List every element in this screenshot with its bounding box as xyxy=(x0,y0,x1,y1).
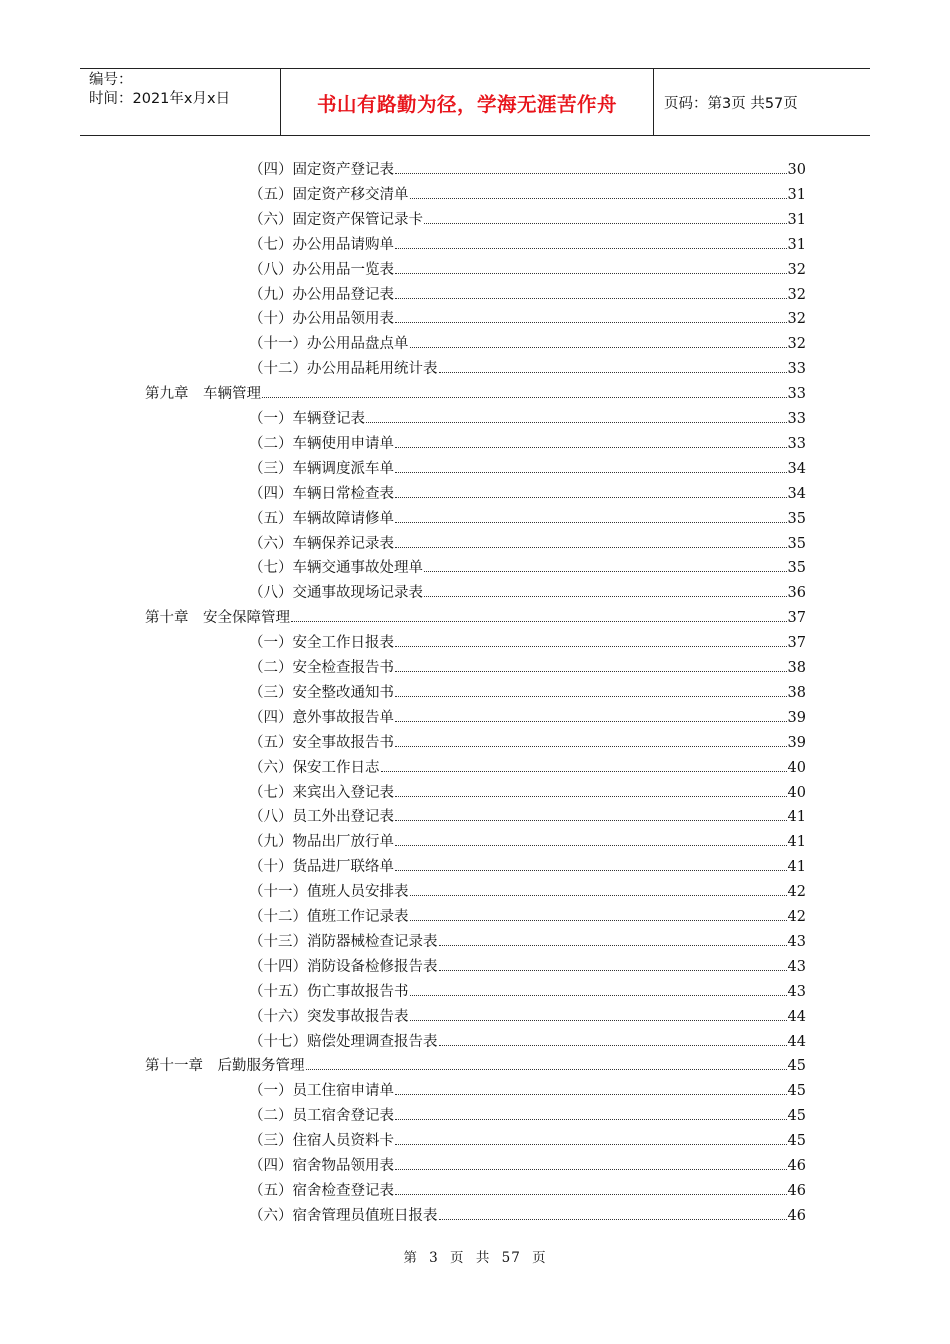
toc-entry-title: （十五）伤亡事故报告书 xyxy=(249,983,409,1000)
toc-dot-leader xyxy=(410,920,787,921)
toc-entry-title: （八）办公用品一览表 xyxy=(249,261,394,278)
toc-chapter-row[interactable] xyxy=(145,1056,806,1081)
toc-entry-page-number: 30 xyxy=(787,162,806,178)
toc-dot-leader xyxy=(395,796,787,797)
toc-entry-page-number: 39 xyxy=(787,709,806,726)
toc-entry-title: 第十章 安全保障管理 xyxy=(145,610,290,627)
toc-entry-page-number: 44 xyxy=(787,1033,806,1050)
toc-section-row[interactable] xyxy=(249,708,806,733)
toc-section-row[interactable] xyxy=(249,1106,806,1131)
toc-entry-page-number: 39 xyxy=(787,734,806,751)
document-number-label: 编号： xyxy=(89,72,133,88)
toc-section-row[interactable] xyxy=(249,1181,806,1206)
toc-entry-page-number: 44 xyxy=(787,1008,806,1025)
toc-dot-leader xyxy=(395,173,787,174)
toc-section-row[interactable] xyxy=(249,409,806,434)
toc-dot-leader xyxy=(410,1020,787,1021)
toc-section-row[interactable] xyxy=(249,807,806,832)
toc-section-row[interactable] xyxy=(249,309,806,334)
toc-entry-page-number: 36 xyxy=(787,585,806,602)
toc-entry-page-number: 42 xyxy=(787,909,806,925)
toc-dot-leader xyxy=(395,1144,787,1145)
toc-section-row[interactable] xyxy=(249,633,806,658)
toc-entry-title: （十）货品进厂联络单 xyxy=(249,859,394,876)
toc-section-row[interactable] xyxy=(249,359,806,384)
toc-entry-page-number: 35 xyxy=(787,560,806,577)
toc-section-row[interactable] xyxy=(249,260,806,285)
page-header xyxy=(80,68,870,136)
toc-dot-leader xyxy=(439,945,787,946)
toc-section-row[interactable] xyxy=(249,1156,806,1181)
toc-entry-title: （六）保安工作日志 xyxy=(249,759,380,776)
toc-section-row[interactable] xyxy=(249,484,806,509)
toc-entry-page-number: 41 xyxy=(787,859,806,876)
toc-entry-page-number: 37 xyxy=(787,635,806,652)
toc-entry-page-number: 45 xyxy=(787,1133,806,1150)
toc-entry-page-number: 32 xyxy=(787,261,806,278)
toc-entry-title: （五）宿舍检查登记表 xyxy=(249,1182,394,1199)
toc-dot-leader xyxy=(395,447,787,448)
toc-section-row[interactable] xyxy=(249,882,806,907)
toc-entry-title: （十六）突发事故报告表 xyxy=(249,1008,409,1025)
header-page-info: 页码：第3页 共57页 xyxy=(664,95,798,112)
toc-entry-title: （五）固定资产移交清单 xyxy=(249,186,409,203)
document-time-label: 时间：2021年x月x日 xyxy=(89,91,231,107)
toc-entry-page-number: 32 xyxy=(787,336,806,353)
toc-entry-title: （六）固定资产保管记录卡 xyxy=(249,211,423,228)
toc-dot-leader xyxy=(395,696,787,697)
toc-dot-leader xyxy=(395,1169,787,1170)
toc-dot-leader xyxy=(424,596,787,597)
toc-section-row[interactable] xyxy=(249,583,806,608)
toc-section-row[interactable] xyxy=(249,733,806,758)
toc-entry-title: （一）安全工作日报表 xyxy=(249,635,394,652)
toc-entry-page-number: 46 xyxy=(787,1207,806,1224)
toc-entry-title: （十三）消防器械检查记录表 xyxy=(249,933,438,950)
toc-entry-title: （六）车辆保养记录表 xyxy=(249,535,394,552)
toc-entry-page-number: 33 xyxy=(787,411,806,427)
toc-dot-leader xyxy=(395,845,787,846)
toc-entry-title: （七）车辆交通事故处理单 xyxy=(249,560,423,577)
toc-section-row[interactable] xyxy=(249,285,806,310)
toc-entry-title: （十）办公用品领用表 xyxy=(249,311,394,328)
toc-entry-title: （十七）赔偿处理调查报告表 xyxy=(249,1033,438,1050)
toc-entry-title: 第十一章 后勤服务管理 xyxy=(145,1058,305,1075)
toc-entry-page-number: 34 xyxy=(787,460,806,477)
toc-dot-leader xyxy=(306,1069,787,1070)
toc-entry-title: （十一）值班人员安排表 xyxy=(249,884,409,901)
toc-dot-leader xyxy=(410,895,787,896)
toc-dot-leader xyxy=(439,970,787,971)
toc-section-row[interactable] xyxy=(249,857,806,882)
toc-entry-title: （七）来宾出入登记表 xyxy=(249,784,394,801)
toc-entry-page-number: 43 xyxy=(787,933,806,950)
toc-section-row[interactable] xyxy=(249,957,806,982)
toc-dot-leader xyxy=(291,621,787,622)
toc-entry-title: （九）物品出厂放行单 xyxy=(249,834,394,851)
toc-section-row[interactable] xyxy=(249,434,806,459)
toc-section-row[interactable] xyxy=(249,160,806,185)
toc-entry-title: （四）意外事故报告单 xyxy=(249,709,394,726)
toc-section-row[interactable] xyxy=(249,783,806,808)
toc-entry-page-number: 42 xyxy=(787,884,806,901)
toc-entry-title: （二）安全检查报告书 xyxy=(249,660,394,676)
header-slogan: 书山有路勤为径，学海无涯苦作舟 xyxy=(281,69,654,135)
toc-dot-leader xyxy=(395,646,787,647)
toc-dot-leader xyxy=(395,248,787,249)
toc-entry-page-number: 32 xyxy=(787,286,806,303)
toc-chapter-row[interactable] xyxy=(145,608,806,633)
toc-dot-leader xyxy=(395,472,787,473)
toc-dot-leader xyxy=(395,547,787,548)
toc-entry-title: （一）员工住宿申请单 xyxy=(249,1083,394,1100)
toc-section-row[interactable] xyxy=(249,932,806,957)
toc-section-row[interactable] xyxy=(249,1007,806,1032)
header-meta xyxy=(80,69,281,135)
toc-entry-page-number: 43 xyxy=(787,958,806,975)
toc-section-row[interactable] xyxy=(249,185,806,210)
toc-entry-title: （四）固定资产登记表 xyxy=(249,162,394,178)
toc-dot-leader xyxy=(395,497,787,498)
toc-section-row[interactable] xyxy=(249,235,806,260)
toc-entry-page-number: 43 xyxy=(787,983,806,1000)
toc-entry-title: （九）办公用品登记表 xyxy=(249,286,394,303)
toc-entry-title: （五）安全事故报告书 xyxy=(249,734,394,751)
toc-dot-leader xyxy=(395,322,787,323)
toc-entry-title: （六）宿舍管理员值班日报表 xyxy=(249,1207,438,1224)
toc-section-row[interactable] xyxy=(249,1081,806,1106)
toc-entry-page-number: 33 xyxy=(787,435,806,452)
toc-entry-title: （十二）值班工作记录表 xyxy=(249,909,409,925)
toc-entry-page-number: 46 xyxy=(787,1158,806,1174)
toc-section-row[interactable] xyxy=(249,683,806,708)
toc-entry-title: （四）车辆日常检查表 xyxy=(249,485,394,502)
toc-entry-page-number: 34 xyxy=(787,485,806,502)
toc-entry-title: （二）员工宿舍登记表 xyxy=(249,1108,394,1125)
toc-dot-leader xyxy=(410,198,787,199)
toc-section-row[interactable] xyxy=(249,558,806,583)
toc-chapter-row[interactable] xyxy=(145,384,806,409)
toc-entry-page-number: 31 xyxy=(787,211,806,228)
toc-section-row[interactable] xyxy=(249,334,806,359)
toc-section-row[interactable] xyxy=(249,758,806,783)
toc-entry-page-number: 31 xyxy=(787,236,806,253)
toc-entry-title: （五）车辆故障请修单 xyxy=(249,510,394,527)
toc-dot-leader xyxy=(395,1094,787,1095)
toc-dot-leader xyxy=(395,273,787,274)
toc-dot-leader xyxy=(395,746,787,747)
toc-dot-leader xyxy=(395,1119,787,1120)
toc-entry-page-number: 37 xyxy=(787,610,806,627)
toc-entry-title: （十二）办公用品耗用统计表 xyxy=(249,361,438,378)
toc-dot-leader xyxy=(410,995,787,996)
toc-section-row[interactable] xyxy=(249,459,806,484)
toc-entry-title: （八）交通事故现场记录表 xyxy=(249,585,423,602)
toc-entry-title: （七）办公用品请购单 xyxy=(249,236,394,253)
toc-section-row[interactable] xyxy=(249,1131,806,1156)
toc-entry-page-number: 45 xyxy=(787,1083,806,1100)
toc-dot-leader xyxy=(395,671,787,672)
toc-entry-title: （四）宿舍物品领用表 xyxy=(249,1158,394,1174)
toc-dot-leader xyxy=(395,870,787,871)
toc-dot-leader xyxy=(395,522,787,523)
toc-section-row[interactable] xyxy=(249,1032,806,1057)
toc-dot-leader xyxy=(424,571,787,572)
toc-entry-page-number: 45 xyxy=(787,1058,806,1075)
page-footer: 第 3 页 共 57 页 xyxy=(403,1250,547,1266)
toc-dot-leader xyxy=(395,298,787,299)
toc-dot-leader xyxy=(439,1045,787,1046)
toc-entry-page-number: 32 xyxy=(787,311,806,328)
toc-entry-page-number: 41 xyxy=(787,834,806,851)
toc-entry-title: （八）员工外出登记表 xyxy=(249,809,394,826)
toc-section-row[interactable] xyxy=(249,907,806,932)
toc-section-row[interactable] xyxy=(249,210,806,235)
toc-dot-leader xyxy=(366,422,787,423)
toc-entry-page-number: 38 xyxy=(787,684,806,701)
toc-dot-leader xyxy=(395,1194,787,1195)
toc-entry-title: （三）安全整改通知书 xyxy=(249,684,394,701)
toc-dot-leader xyxy=(439,1219,787,1220)
toc-entry-page-number: 33 xyxy=(787,361,806,378)
toc-section-row[interactable] xyxy=(249,982,806,1007)
toc-entry-title: （三）住宿人员资料卡 xyxy=(249,1133,394,1150)
toc-entry-page-number: 40 xyxy=(787,784,806,801)
toc-entry-title: （二）车辆使用申请单 xyxy=(249,435,394,452)
toc-dot-leader xyxy=(424,223,787,224)
toc-section-row[interactable] xyxy=(249,1206,806,1231)
toc-entry-page-number: 38 xyxy=(787,660,806,676)
toc-entry-page-number: 31 xyxy=(787,186,806,203)
toc-entry-page-number: 46 xyxy=(787,1182,806,1199)
toc-section-row[interactable] xyxy=(249,832,806,857)
toc-section-row[interactable] xyxy=(249,509,806,534)
toc-entry-title: 第九章 车辆管理 xyxy=(145,386,261,403)
toc-dot-leader xyxy=(395,820,787,821)
toc-entry-title: （一）车辆登记表 xyxy=(249,411,365,427)
toc-dot-leader xyxy=(395,721,787,722)
toc-entry-page-number: 35 xyxy=(787,535,806,552)
toc-dot-leader xyxy=(262,397,787,398)
toc-entry-title: （十四）消防设备检修报告表 xyxy=(249,958,438,975)
toc-dot-leader xyxy=(410,347,787,348)
toc-section-row[interactable] xyxy=(249,658,806,683)
toc-dot-leader xyxy=(439,372,787,373)
toc-entry-page-number: 45 xyxy=(787,1108,806,1125)
toc-entry-page-number: 40 xyxy=(787,759,806,776)
toc-section-row[interactable] xyxy=(249,534,806,559)
toc-dot-leader xyxy=(381,771,787,772)
toc-entry-page-number: 35 xyxy=(787,510,806,527)
toc-entry-title: （三）车辆调度派车单 xyxy=(249,460,394,477)
toc-entry-title: （十一）办公用品盘点单 xyxy=(249,336,409,353)
toc-entry-page-number: 33 xyxy=(787,386,806,403)
toc-entry-page-number: 41 xyxy=(787,809,806,826)
